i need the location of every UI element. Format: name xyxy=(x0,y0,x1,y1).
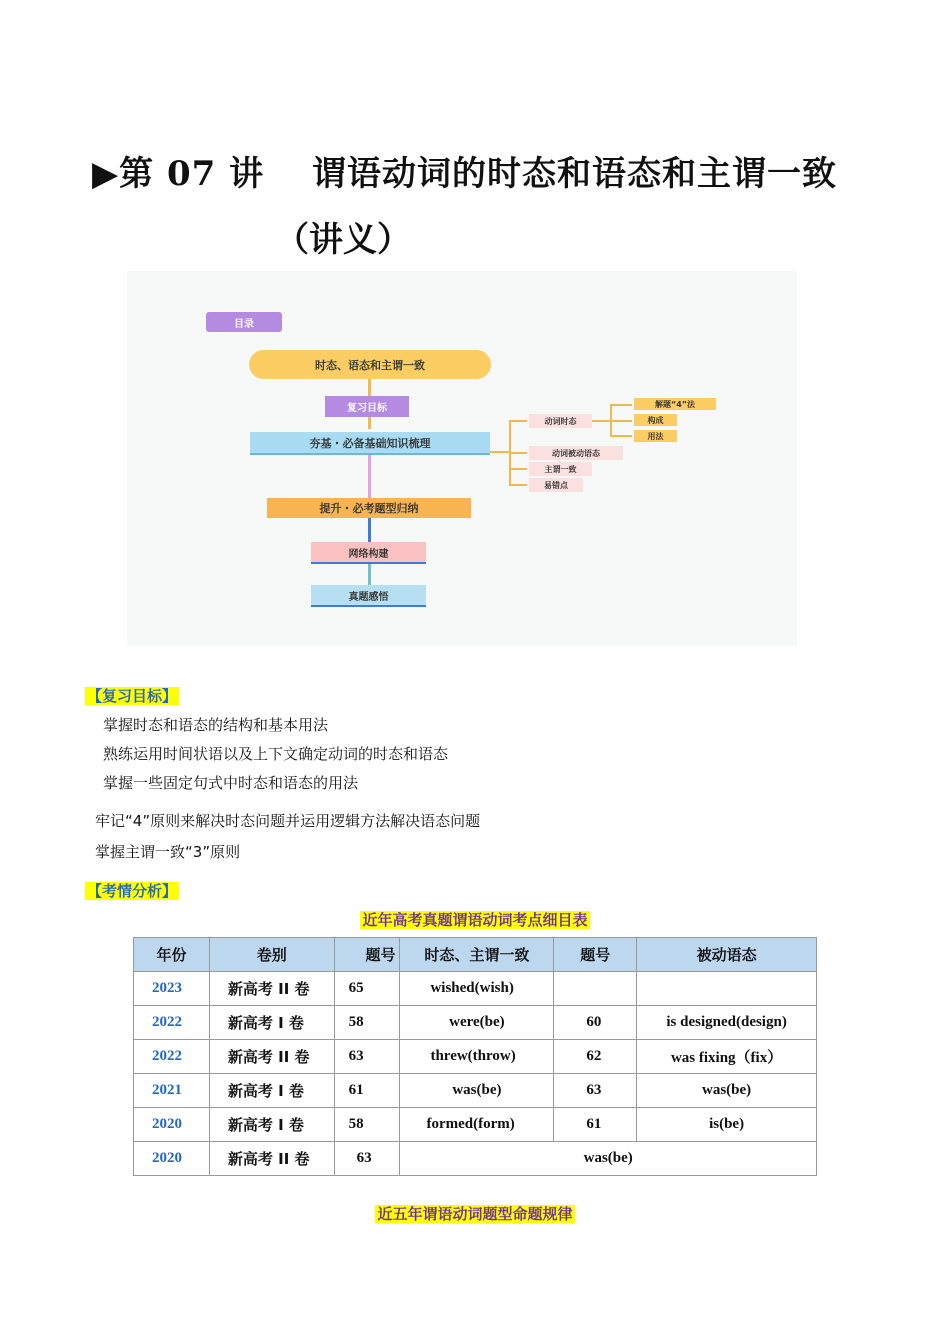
column-header: 被动语态 xyxy=(637,938,817,972)
column-header: 题号 xyxy=(554,938,637,972)
passive-answer-cell: is designed(design) xyxy=(637,1006,817,1040)
goal-item: 熟练运用时间状语以及上下文确定动词的时态和语态 xyxy=(103,745,449,763)
paper-cell: 新高考 II 卷 xyxy=(209,1142,334,1176)
paper-cell: 新高考 I 卷 xyxy=(209,1074,334,1108)
connector xyxy=(610,404,632,406)
connector xyxy=(509,468,527,470)
connector xyxy=(509,452,527,454)
connector xyxy=(368,417,371,429)
question-number-cell: 58 xyxy=(334,1006,400,1040)
tense-answer-cell: wished(wish) xyxy=(400,972,554,1006)
table-caption: 近年高考真题谓语动词考点细目表 xyxy=(362,911,588,929)
year-cell: 2023 xyxy=(134,972,210,1006)
improve-node: 提升・必考题型归纳 xyxy=(267,498,471,518)
year-cell: 2022 xyxy=(134,1006,210,1040)
branch-tense: 动词时态 xyxy=(529,414,592,428)
tense-answer-cell: formed(form) xyxy=(400,1108,554,1142)
review-goals-header: 【复习目标】 xyxy=(87,687,178,705)
sub-branch-method: 解题“4”法 xyxy=(634,398,716,410)
real-node: 真题感悟 xyxy=(311,585,426,607)
paper-cell: 新高考 II 卷 xyxy=(209,972,334,1006)
mind-map xyxy=(127,271,797,646)
connector xyxy=(509,484,527,486)
page-title: ▶第 07 讲 谓语动词的时态和语态和主谓一致 xyxy=(92,154,837,194)
connector xyxy=(368,517,371,543)
question-number-cell: 62 xyxy=(554,1040,637,1074)
root-node: 时态、语态和主谓一致 xyxy=(249,350,491,379)
column-header: 题号 xyxy=(334,938,400,972)
paper-cell: 新高考 II 卷 xyxy=(209,1040,334,1074)
passive-answer-cell: was(be) xyxy=(637,1074,817,1108)
question-number-cell: 61 xyxy=(334,1074,400,1108)
sub-branch-structure: 构成 xyxy=(634,414,677,426)
table-row xyxy=(134,1074,817,1108)
question-number-cell xyxy=(554,972,637,1006)
goal-item: 牢记“4”原则来解决时态问题并运用逻辑方法解决语态问题 xyxy=(95,812,481,830)
table-row xyxy=(134,1006,817,1040)
table-row xyxy=(134,1040,817,1074)
year-cell: 2020 xyxy=(134,1108,210,1142)
tense-answer-cell: was(be) xyxy=(400,1074,554,1108)
passive-answer-cell: is(be) xyxy=(637,1108,817,1142)
network-node: 网络构建 xyxy=(311,542,426,564)
branch-passive: 动词被动语态 xyxy=(529,446,623,460)
year-cell: 2022 xyxy=(134,1040,210,1074)
analysis-header: 【考情分析】 xyxy=(87,882,178,900)
question-number-cell: 58 xyxy=(334,1108,400,1142)
connector xyxy=(610,420,632,422)
merged-answer-cell: was(be) xyxy=(400,1142,817,1176)
page-subtitle: （讲义） xyxy=(275,220,411,260)
passive-answer-cell: was fixing（fix） xyxy=(637,1040,817,1074)
column-header: 时态、主谓一致 xyxy=(400,938,554,972)
question-number-cell: 63 xyxy=(554,1074,637,1108)
connector xyxy=(592,420,610,422)
branch-agreement: 主谓一致 xyxy=(529,462,592,476)
connector xyxy=(368,563,371,587)
tense-answer-cell: threw(throw) xyxy=(400,1040,554,1074)
year-cell: 2021 xyxy=(134,1074,210,1108)
table-row xyxy=(134,1108,817,1142)
tense-answer-cell: were(be) xyxy=(400,1006,554,1040)
table-row xyxy=(134,1142,817,1176)
question-number-cell: 63 xyxy=(334,1142,400,1176)
foundation-node: 夯基・必备基础知识梳理 xyxy=(250,432,490,455)
table-row xyxy=(134,972,817,1006)
connector xyxy=(489,451,509,453)
goal-item: 掌握时态和语态的结构和基本用法 xyxy=(103,716,329,734)
exam-table xyxy=(133,937,817,1176)
connector xyxy=(509,420,527,422)
connector xyxy=(368,453,371,498)
goal-item: 掌握主谓一致“3”原则 xyxy=(95,843,241,861)
question-number-cell: 61 xyxy=(554,1108,637,1142)
question-number-cell: 63 xyxy=(334,1040,400,1074)
paper-cell: 新高考 I 卷 xyxy=(209,1006,334,1040)
branch-mistakes: 易错点 xyxy=(529,478,583,492)
column-header: 卷别 xyxy=(209,938,334,972)
connector xyxy=(610,435,632,437)
question-number-cell: 60 xyxy=(554,1006,637,1040)
review-node: 复习目标 xyxy=(325,396,409,417)
toc-node: 目录 xyxy=(206,312,282,332)
question-number-cell: 65 xyxy=(334,972,400,1006)
column-header: 年份 xyxy=(134,938,210,972)
year-cell: 2020 xyxy=(134,1142,210,1176)
table-header-row xyxy=(134,938,817,972)
footer-caption: 近五年谓语动词题型命题规律 xyxy=(377,1205,573,1223)
passive-answer-cell xyxy=(637,972,817,1006)
goal-item: 掌握一些固定句式中时态和语态的用法 xyxy=(103,774,359,792)
sub-branch-usage: 用法 xyxy=(634,430,677,442)
paper-cell: 新高考 I 卷 xyxy=(209,1108,334,1142)
